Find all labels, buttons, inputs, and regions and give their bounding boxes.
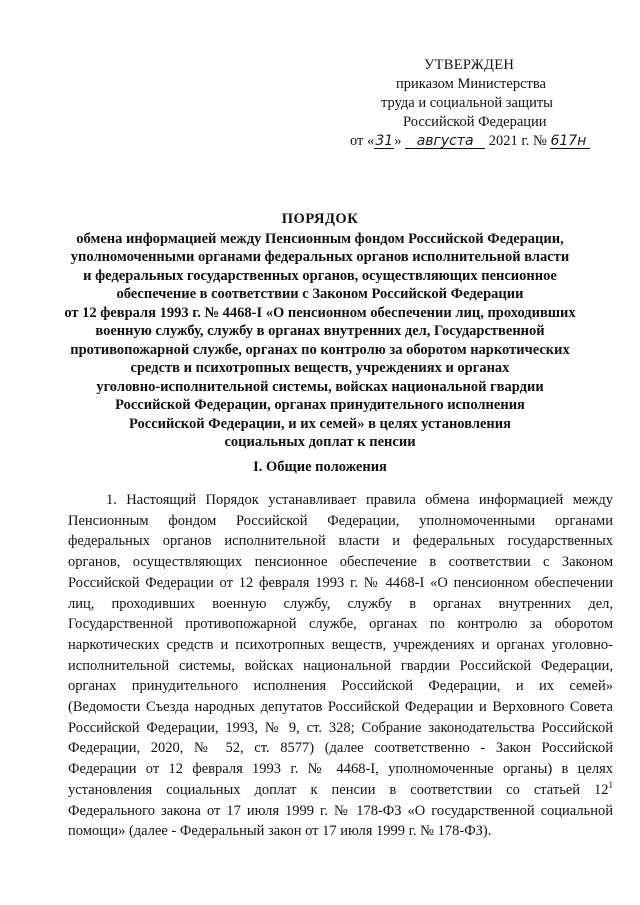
paragraph-line: (Ведомости Съезда народных депутатов Российской Федерации и Верховного Совета: [68, 699, 613, 716]
title-line: обеспечение в соответствии с Законом Российской Федерации: [116, 286, 524, 302]
paragraph-line: Федерации от 12 февраля 1993 г. № 4468-I, уполномоченные органы) в целях: [68, 761, 613, 778]
paragraph-line: органов, осуществляющих пенсионное обеспечение в соответствии с Законом: [68, 554, 613, 571]
paragraph-line-text: установления социальных доплат к пенсии в соответствии со статьей 12: [68, 781, 609, 798]
paragraph-line: Государственной противопожарной службе, органах по контролю за оборотом: [68, 616, 613, 633]
approval-date-line: [350, 132, 610, 151]
paragraph-line: исполнительной системы, войсках национальной гвардии Российской Федерации,: [68, 657, 613, 674]
paragraph-line-with-superscript: [68, 780, 613, 801]
title-line: Российской Федерации, органах принудительного исполнения: [115, 397, 525, 413]
title-line: Российской Федерации, и их семей» в целях установления: [129, 415, 511, 432]
handwritten-month: августа: [405, 134, 485, 149]
paragraph-line: помощи» (далее - Федеральный закон от 17 июля 1999 г. № 178-ФЗ).: [68, 823, 492, 840]
approval-stamp: [350, 56, 610, 151]
paragraph-line: лиц, проходивших военную службу, службу в органах внутренних дел,: [68, 595, 613, 612]
date-year: 2021 г. №: [488, 133, 547, 149]
superscript: 1: [608, 780, 613, 791]
title-line: средств и психотропных веществ, учреждениях и органах: [130, 360, 510, 376]
paragraph-line: Российской Федерации, 1993, № 9, ст. 328; Собрание законодательства Российской: [68, 719, 613, 736]
title-line: уголовно-исполнительной системы, войсках национальной гвардии: [96, 378, 544, 395]
title-line: военную службу, службу в органах внутренних дел, Государственной: [95, 323, 545, 339]
paragraph-1: [68, 490, 613, 842]
title-line: обмена информацией между Пенсионным фондом Российской Федерации,: [76, 230, 564, 247]
approval-line-country: Российской Федерации: [403, 114, 547, 130]
paragraph-line: органах принудительного исполнения Российской Федерации, и их семей»: [68, 678, 613, 695]
title-main: ПОРЯДОК: [281, 211, 359, 227]
paragraph-line: федеральных органов исполнительной власти и федеральных государственных: [68, 533, 613, 550]
paragraph-line: 1. Настоящий Порядок устанавливает правила обмена информацией между: [106, 492, 613, 508]
paragraph-line: Российской Федерации от 12 февраля 1993 г. № 4468-I «О пенсионном обеспечении: [68, 574, 613, 591]
paragraph-line: Федерального закона от 17 июля 1999 г. № 178-ФЗ «О государственной социальной: [68, 802, 613, 819]
date-prefix: от «: [350, 133, 375, 149]
paragraph-line: Федерации, 2020, № 52, ст. 8577) (далее соответственно - Закон Российской: [68, 740, 613, 757]
title-line: и федеральных государственных органов, осуществляющих пенсионное: [83, 267, 557, 284]
handwritten-order-number: 617н: [550, 134, 590, 149]
title-line: от 12 февраля 1993 г. № 4468-I «О пенсионном обеспечении лиц, проходивших: [64, 304, 576, 321]
section-heading: I. Общие положения: [253, 459, 387, 475]
date-mid: »: [394, 133, 402, 149]
approval-line-ministry: труда и социальной защиты: [381, 95, 553, 111]
handwritten-day: 31: [375, 133, 394, 149]
paragraph-line: наркотических средств и психотропных веществ, учреждениях и органах уголовно-: [68, 636, 613, 653]
title-line: социальных доплат к пенсии: [224, 434, 416, 450]
title-line: уполномоченными органами федеральных органов исполнительной власти: [70, 249, 570, 265]
approval-line-order: приказом Министерства: [396, 76, 546, 92]
title-line: противопожарной службе, органах по контролю за оборотом наркотических: [70, 341, 570, 358]
approval-title: УТВЕРЖДЕН: [424, 57, 515, 73]
document-title: [60, 210, 580, 452]
paragraph-line: Пенсионным фондом Российской Федерации, уполномоченными органами: [68, 512, 613, 529]
